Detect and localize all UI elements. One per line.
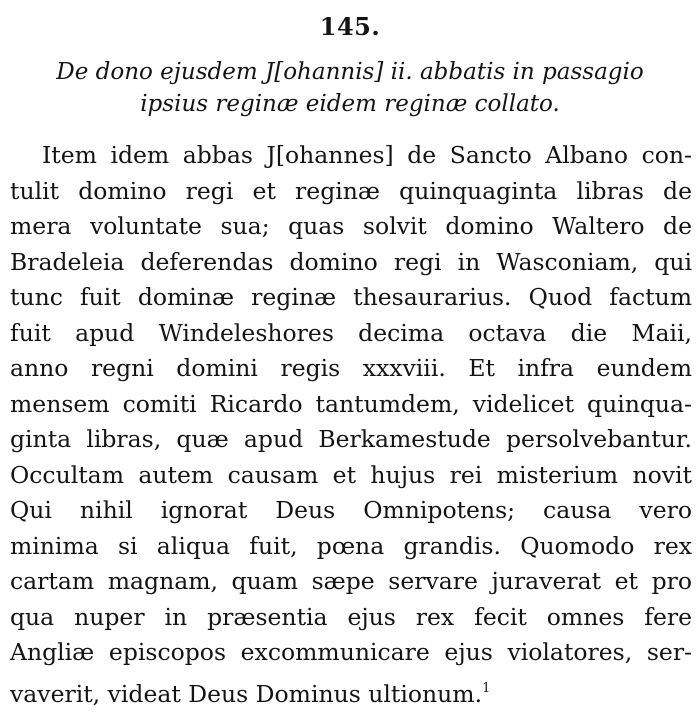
footnote-marker: 1 <box>482 680 491 696</box>
heading-line-1: De dono ejusdem J[ohannis] ii. abbatis in passagio <box>56 59 644 85</box>
body-line: cartam magnam, quam sæpe servare juraverat et pro <box>10 567 692 595</box>
body-line: tunc fuit dominæ reginæ thesaurarius. Quod factum <box>10 283 692 311</box>
body-line: Angliæ episcopos excommunicare ejus violatores, ser- <box>10 638 692 666</box>
body-line: minima si aliqua fuit, pœna grandis. Quomodo rex <box>10 531 692 560</box>
body-line: mensem comiti Ricardo tantumdem, videlicet quinqua- <box>10 389 692 418</box>
body-line-last <box>10 671 692 707</box>
body-line-last-text: vaverit, videat Deus Dominus ultionum. <box>10 679 483 708</box>
section-heading <box>0 56 700 120</box>
body-line: tulit domino regi et reginæ quinquaginta libras de <box>10 176 692 205</box>
body-paragraph <box>10 138 692 706</box>
body-line: anno regni domini regis xxxviii. Et infra eundem <box>10 354 692 382</box>
body-line: Item idem abbas J[ohannes] de Sancto Albano con- <box>42 141 692 169</box>
body-line: qua nuper in præsentia ejus rex fecit omnes fere <box>10 602 692 631</box>
body-line: fuit apud Windeleshores decima octava die Maii, <box>10 318 692 347</box>
page-number: 145. <box>319 12 381 41</box>
body-line: Occultam autem causam et hujus rei misterium novit <box>10 460 692 489</box>
heading-line-2: ipsius reginæ eidem reginæ collato. <box>140 91 560 117</box>
body-line: Bradeleia deferendas domino regi in Wasconiam, qui <box>10 247 692 276</box>
body-line: Qui nihil ignorat Deus Omnipotens; causa vero <box>10 496 692 524</box>
body-line: ginta libras, quæ apud Berkamestude persolvebantur. <box>10 425 692 453</box>
body-line: mera voluntate sua; quas solvit domino Waltero de <box>10 212 692 240</box>
